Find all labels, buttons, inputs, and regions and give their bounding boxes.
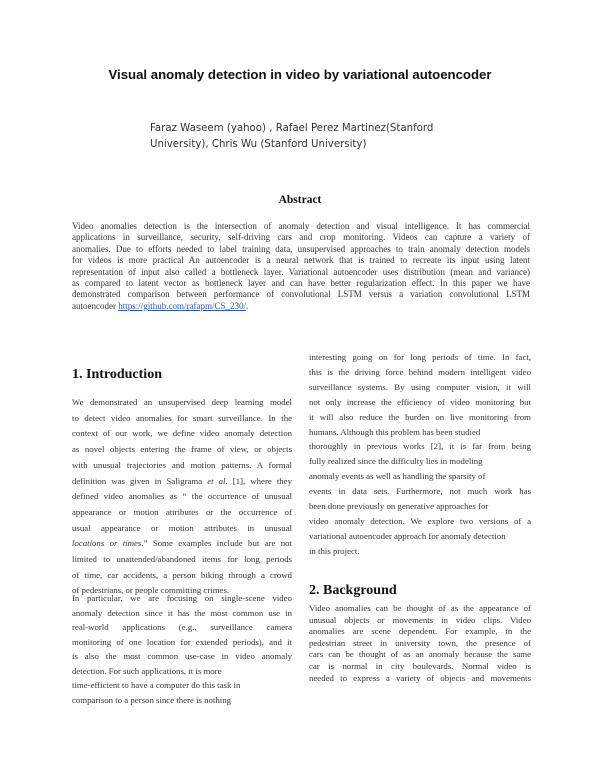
- text-line: context of our work, we define video anomaly detection: [72, 428, 292, 439]
- text-line: limited to unattended/abandoned items for long periods: [72, 554, 292, 565]
- introduction-heading: 1. Introduction: [72, 367, 162, 382]
- intro-paragraph-2: [72, 591, 292, 707]
- text-line: video anomaly detection. We explore two versions of a: [309, 515, 531, 526]
- abstract-line: applications in surveillance, security, self-driving cars and crop monitoring. Videos can capture a variety of: [72, 232, 530, 243]
- text-line: of time, car accidents, a person biking through a crowd: [72, 569, 292, 580]
- abstract-line: Video anomalies detection is the intersection of anomaly detection and visual intelligence. It has commercial: [72, 221, 530, 231]
- text-line: this is the driving force behind modern intelligent video: [309, 366, 531, 377]
- background-paragraph: [309, 603, 531, 684]
- text-run: [1], where they: [227, 475, 292, 486]
- text-line: monitoring of one location for extended periods), and it: [72, 636, 292, 647]
- text-line: events in data sets. Furthermore, not much work has: [309, 486, 531, 497]
- text-line: detection. For such applications, it is more: [72, 665, 222, 676]
- text-line: pedestrian street in university town, the presence of: [309, 637, 531, 648]
- text-line: it will also reduce the burden on live monitoring from: [309, 411, 531, 422]
- github-link[interactable]: https://github.com/rafapm/CS_230/: [118, 300, 246, 311]
- author-line: Faraz Waseem (yahoo) , Rafael Perez Martinez(Stanford: [150, 123, 434, 134]
- text-line: been done previously on generative approaches for: [309, 501, 489, 512]
- text-line: time-efficient to have a computer do this task in: [72, 680, 241, 690]
- text-line: anomaly detection since it has the most common use in: [72, 607, 292, 618]
- text-line: We demonstrated an unsupervised deep learning model: [72, 397, 292, 407]
- text-line: car is normal in city boulevards. Normal video is: [309, 660, 531, 671]
- text-line: In particular, we are focusing on single-scene video: [72, 593, 292, 603]
- text-line: appearance or motion attributes or the occurrence of: [72, 506, 292, 517]
- text-line: is also the most common use-case in video anomaly: [72, 651, 292, 661]
- abstract-line: for videos is more practical An autoencoder is a neural network that is trained to recreate its input using latent: [72, 255, 530, 266]
- abstract-line: anomalies. Due to efforts needed to label training data, unsupervised approaches to train anomaly detection models: [72, 243, 530, 254]
- text-line: thoroughly in previous works [2], it is far from being: [309, 441, 531, 452]
- text-line: cars can be thought of as an anomaly because the same: [309, 649, 531, 660]
- text-line: [72, 474, 292, 490]
- citation-italic: et al.: [207, 475, 228, 486]
- abstract-line: as compared to latent vector as bottleneck layer and can have better regularization effect. In this paper we have: [72, 278, 530, 289]
- text-line: comparison to a person since there is nothing: [72, 694, 232, 705]
- text-line: usual appearance or motion attributes in unusual: [72, 522, 292, 533]
- text-line: surveillance systems. By using computer vision, it will: [309, 381, 531, 392]
- text-line: of pedestrians, or people committing crimes.: [72, 585, 230, 596]
- text-line: with unusual trajectories and motion patterns. A formal: [72, 459, 292, 470]
- text-line: fully realized since the difficulty lies in modeling: [309, 456, 483, 467]
- text-line: humans. Although this problem has been studied: [309, 426, 481, 437]
- abstract-last-prefix: autoencoder: [72, 300, 119, 311]
- text-line: defined video anomalies as “ the occurrence of unusual: [72, 491, 292, 502]
- abstract-last-suffix: .: [245, 300, 249, 311]
- abstract-line: representation of input also called a bottleneck layer. Variational autoencoder uses distribution (mean and variance): [72, 266, 530, 277]
- text-line: to detect video anomalies for smart surveillance. In the: [72, 412, 292, 423]
- text-line: anomaly events as well as handling the sparsity of: [309, 471, 486, 482]
- quote-italic: locations or times.: [72, 538, 144, 549]
- text-line: anomalies are scene dependent. For example, in the: [309, 626, 531, 637]
- text-line: unusual objects or movements in video clips. Video: [309, 614, 531, 625]
- abstract-body: [72, 221, 530, 312]
- text-line: Video anomalies can be thought of as the appearance of: [309, 603, 531, 613]
- abstract-heading: Abstract: [278, 194, 322, 206]
- text-line: as novel objects entering the frame of view, or objects: [72, 444, 292, 455]
- text-line: interesting going on for long periods of time. In fact,: [309, 352, 531, 362]
- text-run: ” Some examples include but are not: [143, 538, 292, 549]
- text-line: [72, 536, 292, 552]
- paper-title: Visual anomaly detection in video by variational autoencoder: [108, 67, 492, 82]
- abstract-line: demonstrated comparison between performance of convolutional LSTM versus a variation convolutional LSTM: [72, 289, 530, 300]
- text-line: real-world applications (e.g., surveillance camera: [72, 622, 292, 632]
- text-line: variational autoencoder approach for anomaly detection: [309, 530, 506, 541]
- intro-paragraph-1: [72, 395, 292, 599]
- intro-paragraph-continued: [309, 350, 531, 559]
- text-line: not only increase the efficiency of video monitoring but: [309, 396, 531, 407]
- text-run: definition was given in Saligrama: [72, 475, 208, 486]
- author-line: University), Chris Wu (Stanford University): [150, 139, 367, 150]
- text-line: needed to express a variety of objects and movements: [309, 672, 531, 683]
- abstract-last-line: [72, 301, 530, 312]
- text-line: in this project.: [309, 545, 360, 556]
- background-heading: 2. Background: [309, 583, 397, 598]
- author-list: [150, 121, 510, 153]
